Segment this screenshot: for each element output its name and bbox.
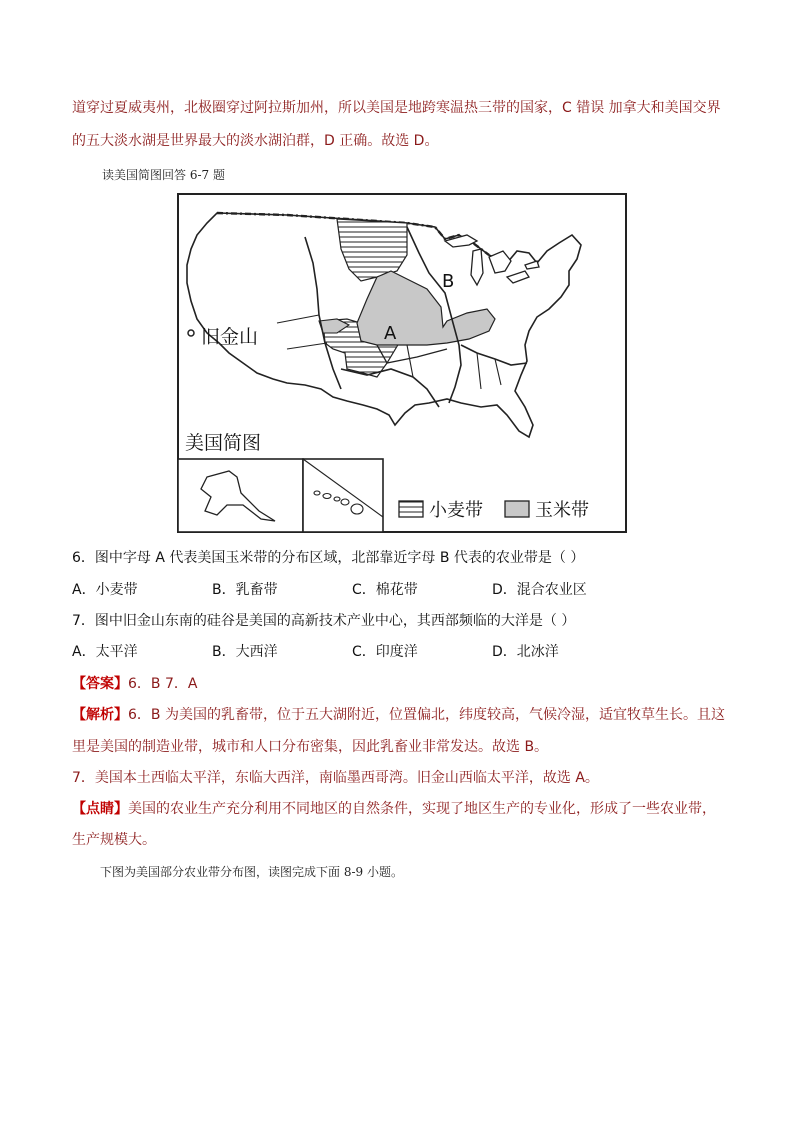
map-prompt: 读美国简图回答 6-7 题 (102, 168, 225, 182)
answer-line (72, 674, 197, 694)
legend-corn-swatch (505, 501, 529, 517)
san-francisco-dot (188, 330, 194, 336)
legend-wheat-swatch (399, 501, 423, 517)
q6-option-a: A．小麦带 (72, 582, 138, 598)
map-prompt-2: 下图为美国部分农业带分布图，读图完成下面 8-9 小题。 (100, 865, 403, 879)
tip-tag: 【点睛】 (72, 801, 128, 817)
analysis-text-1: 6．B 为美国的乳畜带，位于五大湖附近，位置偏北，纬度较高，气候冷湿，适宜牧草生长。且这 (128, 707, 725, 723)
usa-map-figure (177, 193, 627, 533)
label-san-francisco: 旧金山 (201, 326, 259, 348)
alaska-inset (178, 459, 303, 532)
analysis-tag: 【解析】 (72, 707, 128, 723)
answer-tag: 【答案】 (72, 676, 128, 692)
q7-option-b: B．大西洋 (212, 644, 278, 660)
q6-option-b: B．乳畜带 (212, 582, 278, 598)
intro-line-1: 道穿过夏威夷州，北极圈穿过阿拉斯加州，所以美国是地跨寒温热三带的国家，C 错误 加拿大和美国交界 (72, 100, 721, 116)
legend-wheat-label: 小麦带 (429, 500, 483, 521)
question-7-stem: 7．图中旧金山东南的硅谷是美国的高新技术产业中心，其西部频临的大洋是（ ） (72, 613, 576, 629)
legend-corn-label: 玉米带 (535, 500, 589, 521)
label-a: A (384, 323, 397, 344)
label-map-title: 美国简图 (185, 432, 262, 454)
answer-text: 6．B 7．A (128, 676, 198, 692)
analysis-line-1 (72, 705, 725, 725)
label-b: B (442, 271, 455, 292)
q6-option-c: C．棉花带 (352, 582, 418, 598)
analysis-line-3: 7．美国本土西临太平洋，东临大西洋，南临墨西哥湾。旧金山西临太平洋，故选 A。 (72, 770, 599, 786)
q7-option-a: A．太平洋 (72, 644, 138, 660)
intro-line-2: 的五大淡水湖是世界最大的淡水湖泊群，D 正确。故选 D。 (72, 133, 439, 149)
q7-option-c: C．印度洋 (352, 644, 418, 660)
q7-option-d: D．北冰洋 (492, 644, 559, 660)
question-6-stem: 6．图中字母 A 代表美国玉米带的分布区域，北部靠近字母 B 代表的农业带是（ ） (72, 550, 585, 566)
tip-text-1: 美国的农业生产充分利用不同地区的自然条件，实现了地区生产的专业化，形成了一些农业带， (128, 801, 716, 817)
hawaii-inset (303, 459, 383, 532)
q6-option-d: D．混合农业区 (492, 582, 587, 598)
tip-line-1 (72, 799, 716, 819)
tip-line-2: 生产规模大。 (72, 832, 156, 848)
analysis-line-2: 里是美国的制造业带，城市和人口分布密集，因此乳畜业非常发达。故选 B。 (72, 739, 549, 755)
